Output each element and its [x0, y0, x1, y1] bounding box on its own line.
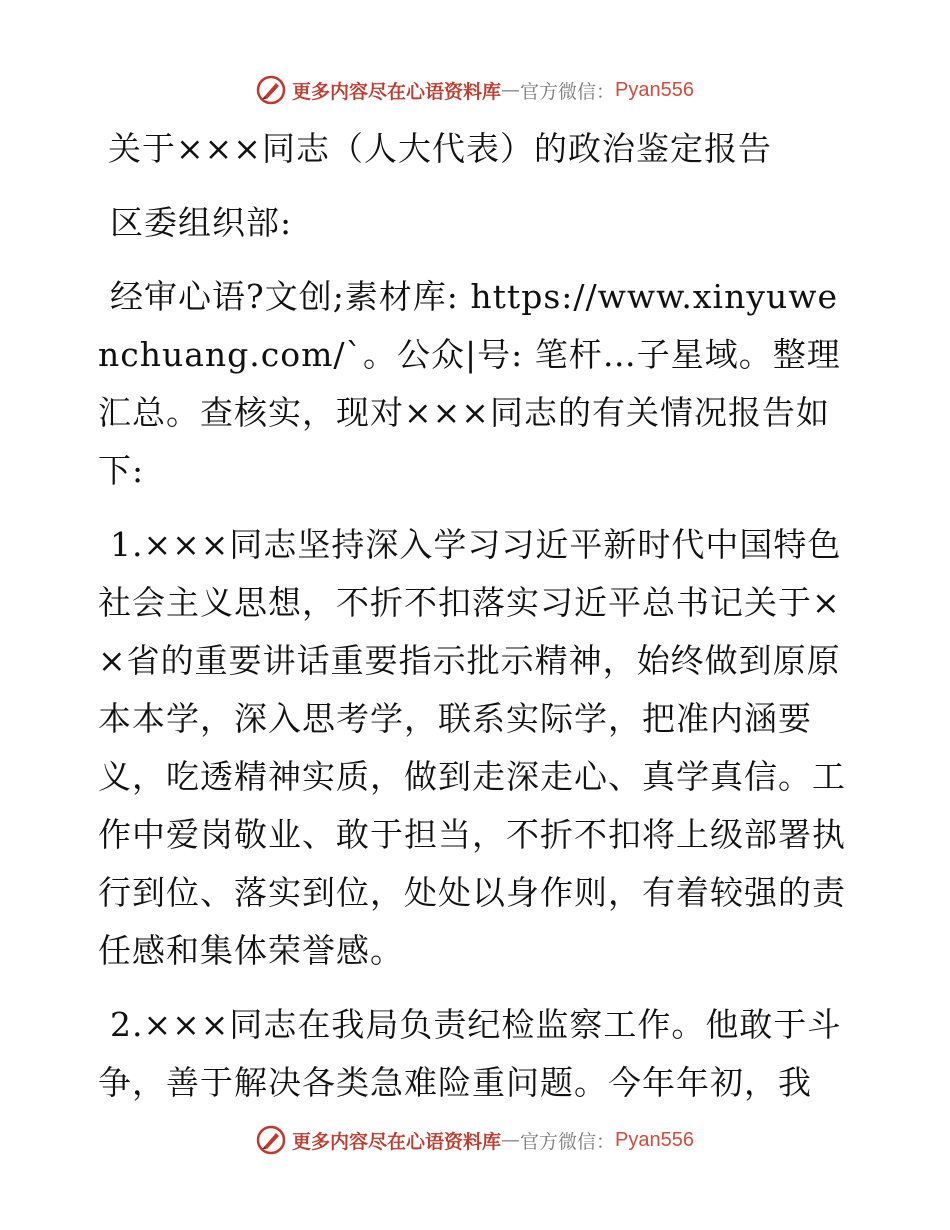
paragraph-2-text: 2.×××同志在我局负责纪检监察工作。他敢于斗争，善于解决各类急难险重问题。今年年初，我	[98, 1005, 842, 1102]
watermark-main-text: 更多内容尽在心语资料库	[292, 80, 502, 103]
watermark-wechat-label: 官方微信：	[520, 1130, 616, 1153]
pen-logo-icon	[256, 1125, 286, 1155]
salutation: 区委组织部:	[110, 203, 293, 242]
watermark-dash: —	[501, 1129, 521, 1151]
header-watermark-banner	[0, 70, 950, 110]
intro-text: 经审心语?文创;素材库: https://www.xinyuwenchuang.com/`。公众|号: 笔杆…子星域。整理汇总。查核实，现对×××同志的有关情况报告如下:	[98, 277, 841, 490]
paragraph-1-text: 1.×××同志坚持深入学习习近平新时代中国特色社会主义思想，不折不扣落实习近平总书记关于××省的重要讲话重要指示批示精神，始终做到原原本本学，深入思考学，联系实际学，把准内涵要义，吃透精神实质，做到走深走心、真学真信。工作中爱岗敬业、敢于担当，不折不扣将上级部署执行到位、落实到位，处处以身作则，有着较强的责任感和集体荣誉感。	[98, 525, 846, 970]
watermark-main-text: 更多内容尽在心语资料库	[292, 1130, 502, 1153]
paragraph-2	[98, 996, 850, 1112]
watermark-dash: —	[501, 79, 521, 101]
watermark-wechat-id: Pyan556	[615, 78, 694, 101]
document-title: 关于×××同志（人大代表）的政治鉴定报告	[108, 129, 772, 168]
footer-watermark-banner	[0, 1120, 950, 1160]
pen-logo-icon	[256, 75, 286, 105]
watermark-wechat-id: Pyan556	[615, 1128, 694, 1151]
document-body	[98, 120, 850, 1128]
paragraph-1	[98, 516, 850, 980]
watermark-wechat-label: 官方微信：	[520, 80, 616, 103]
intro-paragraph	[98, 268, 850, 500]
